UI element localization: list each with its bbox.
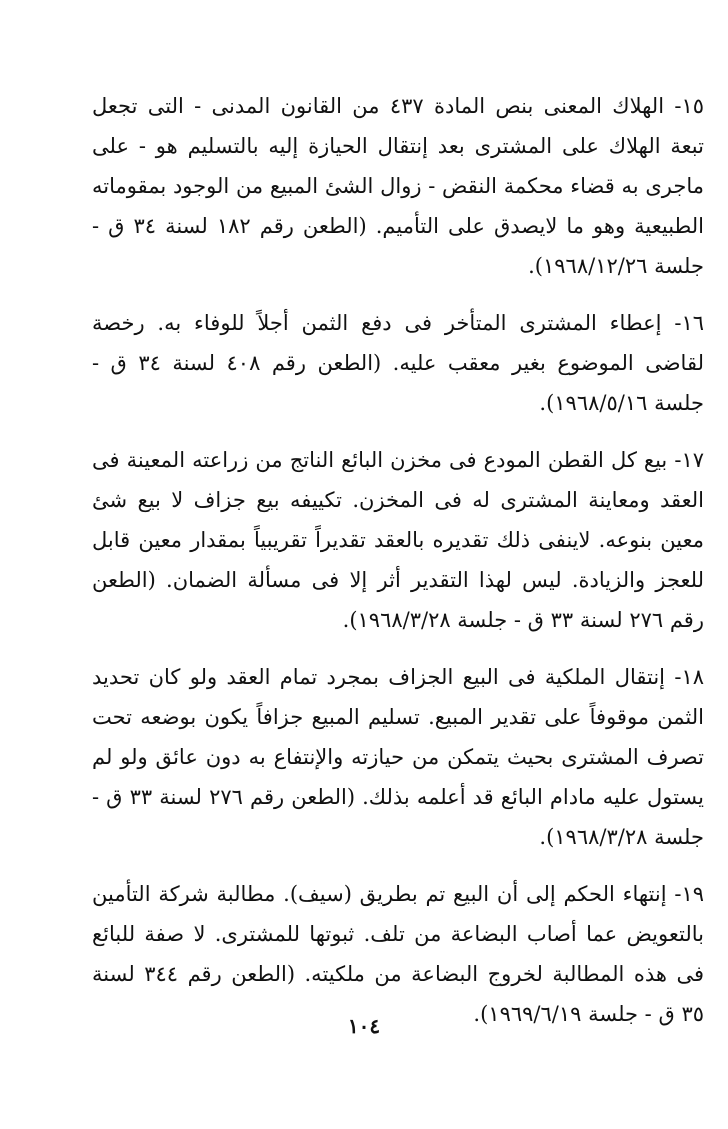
rulings-list bbox=[92, 86, 704, 1051]
ruling-16: ١٦- إعطاء المشترى المتأخر فى دفع الثمن أجلاً للوفاء به. رخصة لقاضى الموضوع بغير معقب عليه. (الطعن رقم ٤٠٨ لسنة ٣٤ ق - جلسة ١٩٦٨/٥/١٦). bbox=[92, 311, 704, 415]
ruling-18: ١٨- إنتقال الملكية فى البيع الجزاف بمجرد تمام العقد ولو كان تحديد الثمن موقوفاً على تقدير المبيع. تسليم المبيع جزافاً يكون بوضعه تحت تصرف المشترى بحيث يتمكن من حيازته والإنتفاع به دون عائق ولو لم يستول عليه مادام البائع قد أعلمه بذلك. (الطعن رقم ٢٧٦ لسنة ٣٣ ق - جلسة ١٩٦٨/٣/٢٨). bbox=[92, 665, 704, 849]
ruling-17: ١٧- بيع كل القطن المودع فى مخزن البائع الناتج من زراعته المعينة فى العقد ومعاينة المشترى له فى المخزن. تكييفه بيع جزاف لا بيع شئ معين بنوعه. لاينفى ذلك تقديره بالعقد تقديراً تقريبياً بمقدار معين قابل للعجز والزيادة. ليس لهذا التقدير أثر إلا فى مسألة الضمان. (الطعن رقم ٢٧٦ لسنة ٣٣ ق - جلسة ١٩٦٨/٣/٢٨). bbox=[92, 448, 704, 632]
ruling-19: ١٩- إنتهاء الحكم إلى أن البيع تم بطريق (سيف). مطالبة شركة التأمين بالتعويض عما أصاب البضاعة من تلف. ثبوتها للمشترى. لا صفة للبائع فى هذه المطالبة لخروج البضاعة من ملكيته. (الطعن رقم ٣٤٤ لسنة ٣٥ ق - جلسة ١٩٦٩/٦/١٩). bbox=[92, 882, 704, 1026]
ruling-15: ١٥- الهلاك المعنى بنص المادة ٤٣٧ من القانون المدنى - التى تجعل تبعة الهلاك على المشترى بعد إنتقال الحيازة إليه بالتسليم هو - على ماجرى به قضاء محكمة النقض - زوال الشئ المبيع من الوجود بمقوماته الطبيعية وهو ما لايصدق على التأميم. (الطعن رقم ١٨٢ لسنة ٣٤ ق - جلسة ١٩٦٨/١٢/٢٦). bbox=[92, 94, 704, 278]
page-number: ١٠٤ bbox=[347, 1014, 381, 1038]
